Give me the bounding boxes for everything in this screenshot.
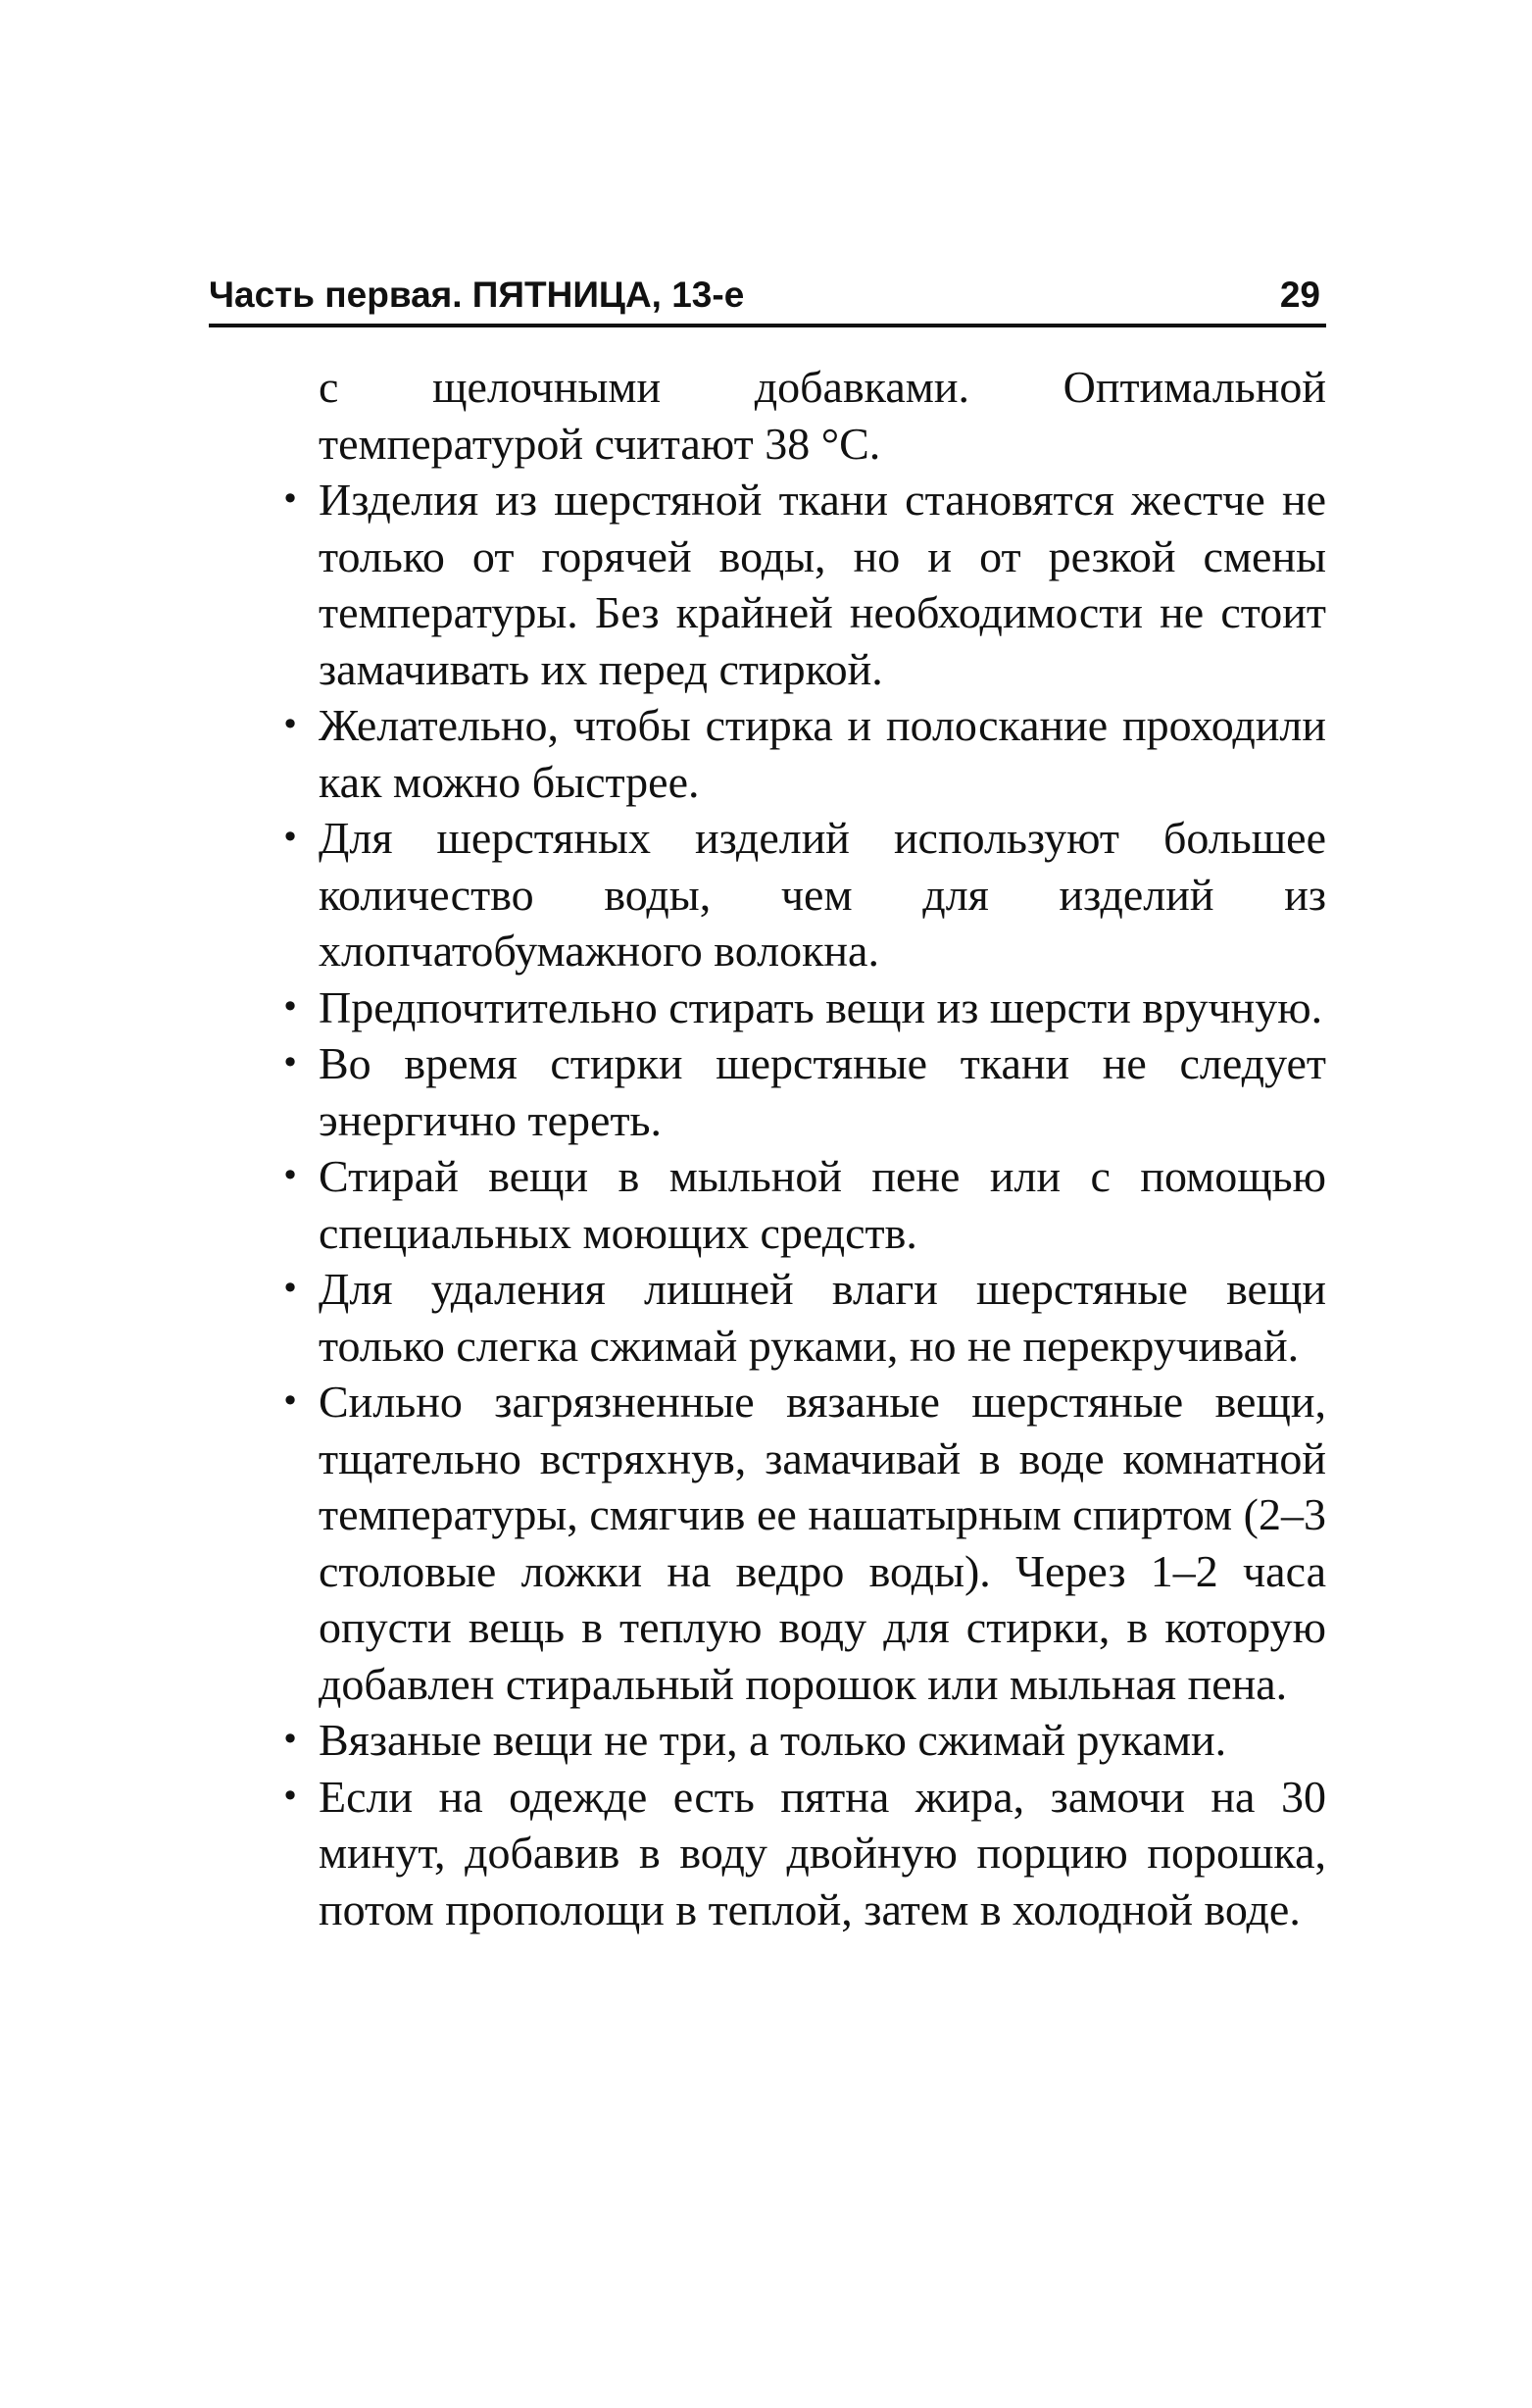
- list-item: [209, 1769, 1326, 1938]
- bullet-icon: •: [280, 1044, 300, 1081]
- washing-tips-list: [209, 472, 1326, 1937]
- bullet-icon: •: [280, 1157, 300, 1194]
- list-item-text: Желательно, чтобы стирка и полоскание проходили как можно быстрее.: [319, 700, 1326, 807]
- bullet-icon: •: [280, 1270, 300, 1307]
- chapter-title: Часть первая. ПЯТНИЦА, 13-е: [209, 275, 745, 315]
- intro-paragraph: с щелочными добавками. Оптимальной температурой считают 38 °С.: [319, 362, 1326, 469]
- list-item-text: Предпочтительно стирать вещи из шерсти вручную.: [319, 981, 1323, 1032]
- list-item: [209, 979, 1326, 1036]
- list-item-text: Для удаления лишней влаги шерстяные вещи только слегка сжимай руками, но не перекручивай.: [319, 1264, 1326, 1371]
- bullet-icon: •: [280, 706, 300, 743]
- list-item: [209, 1712, 1326, 1769]
- list-item-text: Во время стирки шерстяные ткани не следует энергично тереть.: [319, 1038, 1326, 1145]
- list-item-text: Изделия из шерстяной ткани становятся жестче не только от горячей воды, но и от резкой смены температуры. Без крайней необходимости не стоит замачивать их перед стиркой.: [319, 475, 1326, 694]
- book-page: [209, 267, 1326, 1937]
- bullet-icon: •: [280, 987, 300, 1026]
- list-item: [209, 1261, 1326, 1374]
- bullet-icon: •: [280, 1777, 300, 1815]
- page-number: 29: [1279, 275, 1320, 315]
- list-item: [209, 472, 1326, 697]
- list-item: [209, 1035, 1326, 1148]
- bullet-icon: •: [280, 819, 300, 856]
- list-item: [209, 697, 1326, 810]
- bullet-icon: •: [280, 1721, 300, 1758]
- list-item-text: Сильно загрязненные вязаные шерстяные вещи, тщательно встряхнув, замачивай в воде комнатной температуры, смягчив ее нашатырным спиртом (2–3 столовые ложки на ведро воды). Через 1–2 часа опусти вещь в теплую воду для стирки, в которую добавлен стиральный порошок или мыльная пена.: [319, 1377, 1326, 1709]
- list-item: [209, 1374, 1326, 1712]
- list-item-text: Для шерстяных изделий используют большее количество воды, чем для изделий из хлопчатобумажного волокна.: [319, 813, 1326, 976]
- list-item: [209, 1148, 1326, 1261]
- page-body: [209, 359, 1326, 1937]
- list-item-text: Вязаные вещи не три, а только сжимай руками.: [319, 1715, 1227, 1765]
- list-item: [209, 810, 1326, 979]
- running-header: [209, 267, 1326, 327]
- bullet-icon: •: [280, 1382, 300, 1420]
- list-item-text: Стирай вещи в мыльной пене или с помощью специальных моющих средств.: [319, 1151, 1326, 1258]
- bullet-icon: •: [280, 480, 300, 518]
- list-item-text: Если на одежде есть пятна жира, замочи на 30 минут, добавив в воду двойную порцию порошка, потом прополощи в теплой, затем в холодной воде.: [319, 1771, 1326, 1934]
